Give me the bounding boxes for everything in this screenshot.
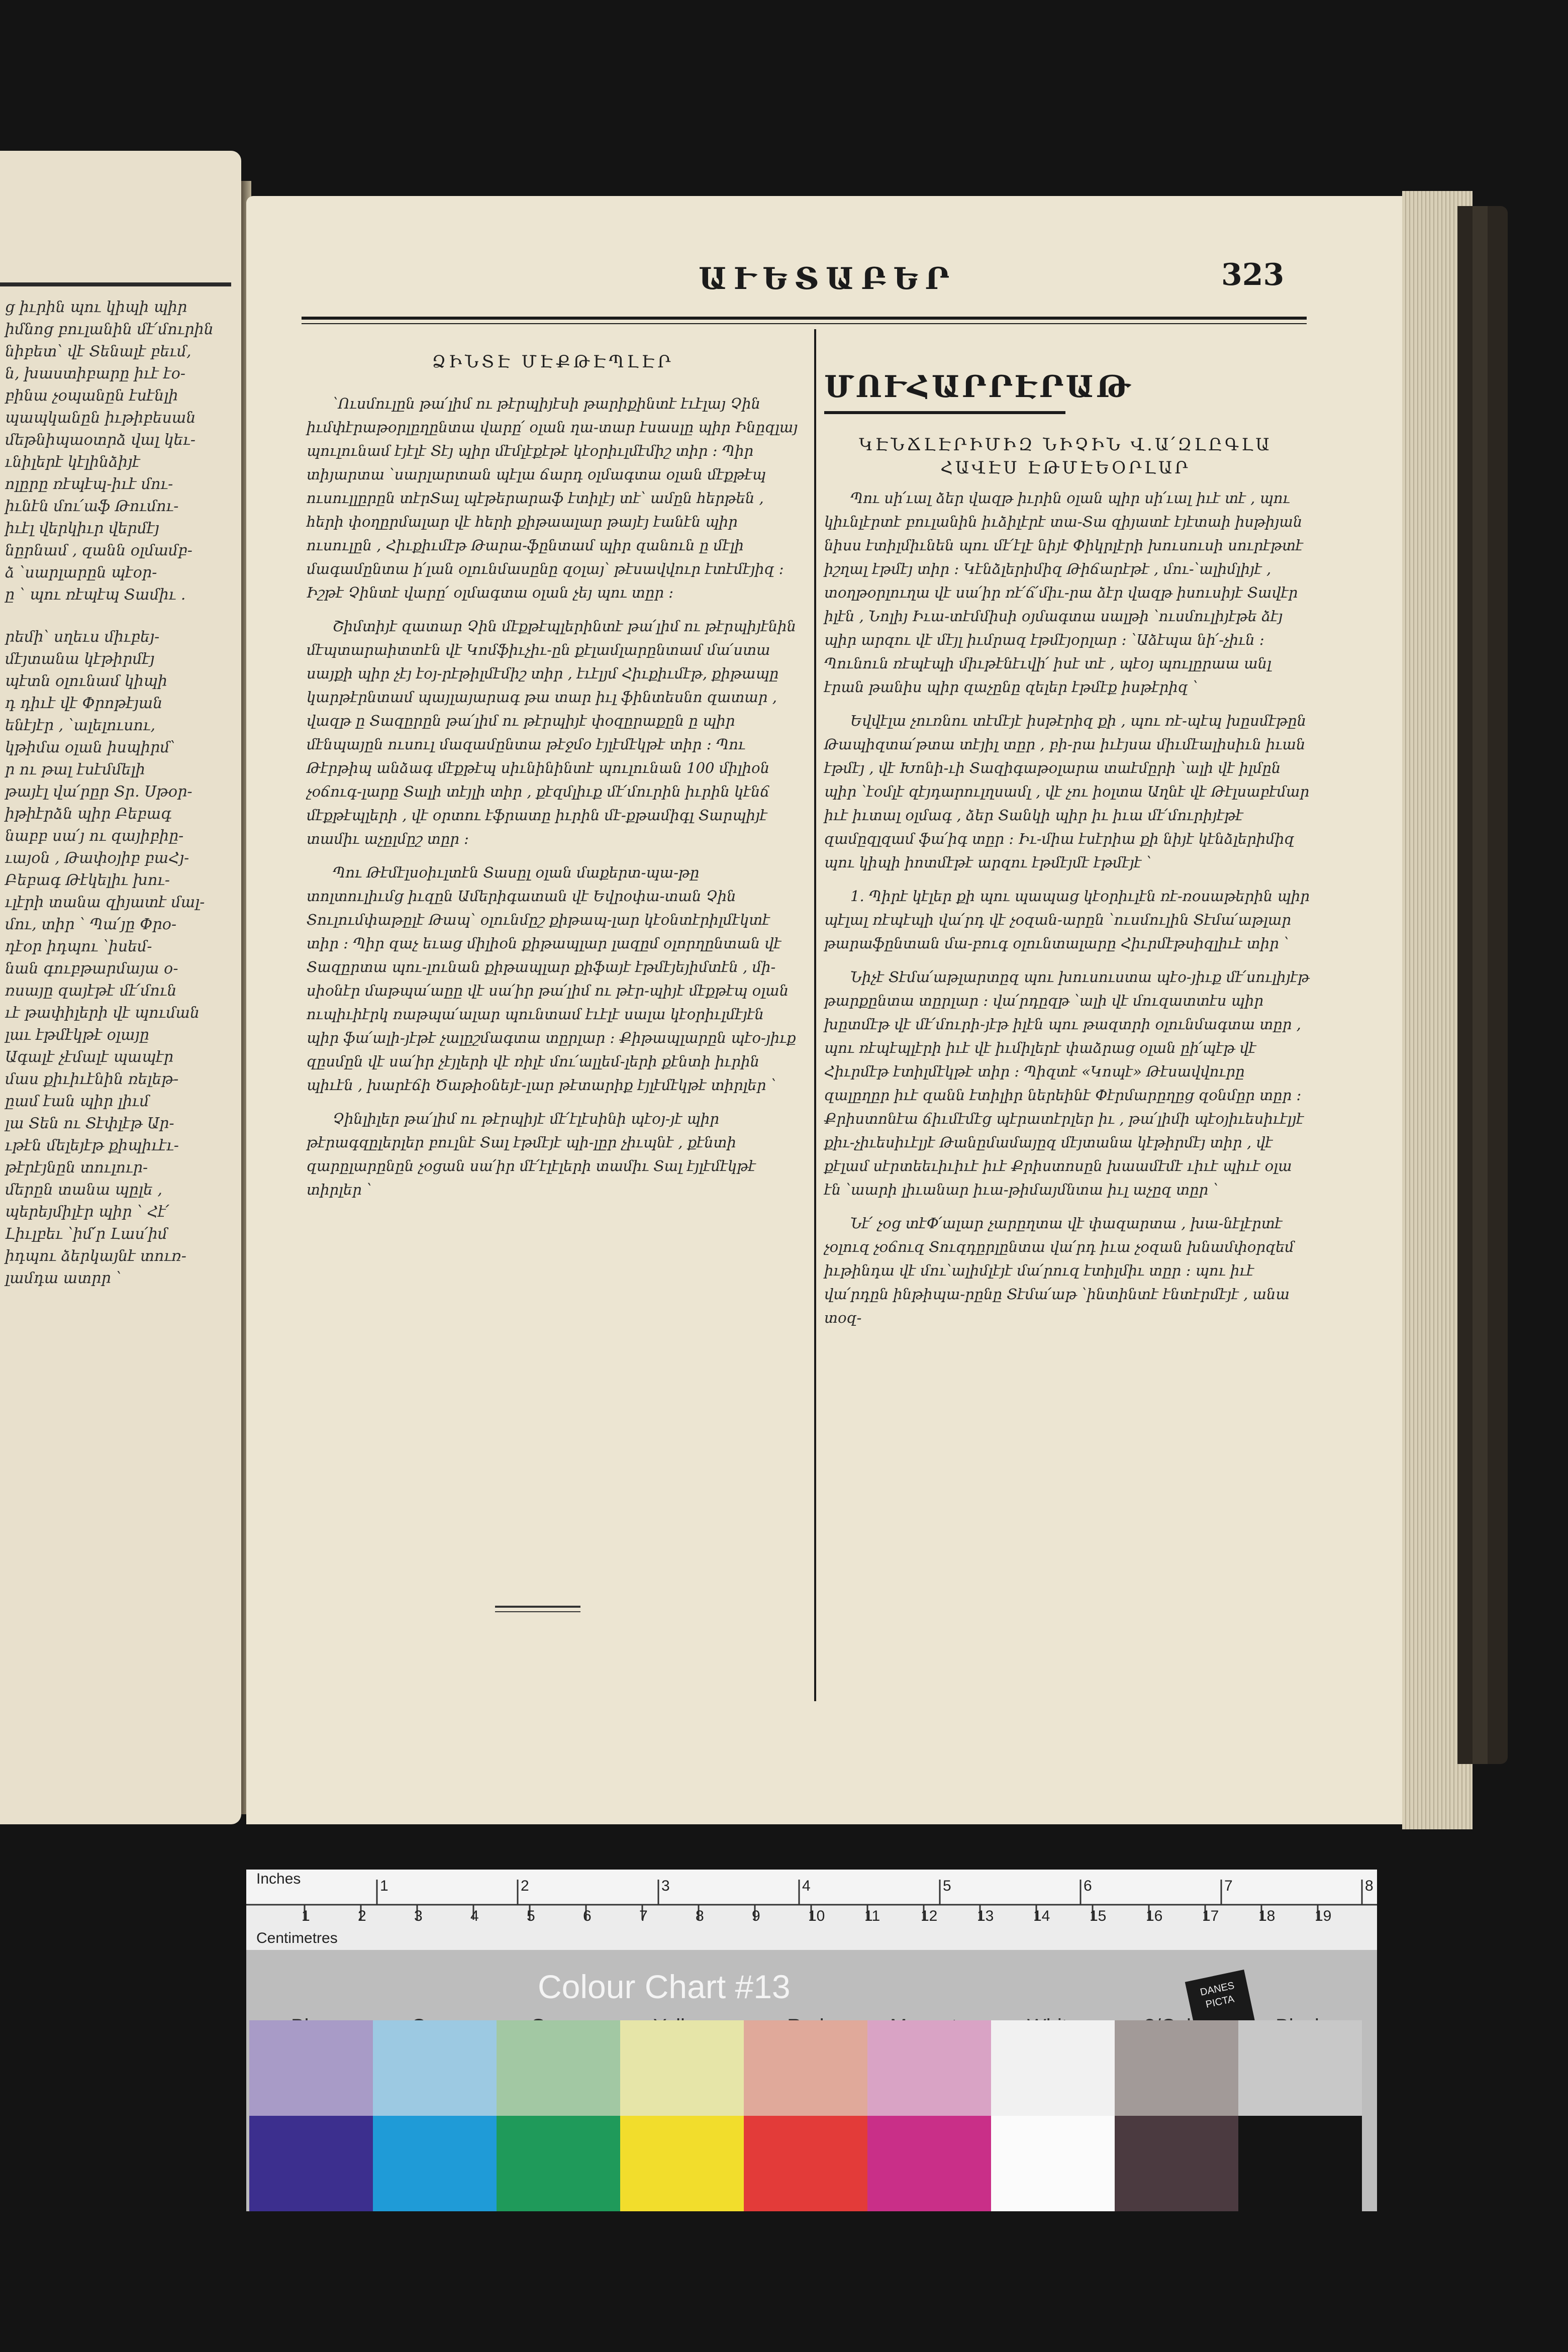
left-line: իւնէն մու՛աֆ Թումու- [5,498,179,515]
left-line: լաւ էթմէկթէ օլայը [5,1026,149,1044]
cm-tick-label: 15 [1090,1908,1107,1924]
left-line: ենէյէր , ՝ալելուսու, [5,717,156,734]
inch-tick-label: 3 [661,1878,670,1894]
left-line: ւթէն մելեյէթ քիպիւէւ- [5,1137,179,1154]
swatch-light [991,2020,1115,2116]
left-line: դ դիւէ վէ Փրոթէյան [5,695,163,712]
left-line: ւայօն , Թափօյիբ բաՀյ- [5,849,189,867]
cm-tick-label: 18 [1258,1908,1276,1924]
left-line: ր ու թալ էսէմմելի [5,761,145,778]
inch-tick-label: 5 [943,1878,951,1894]
swatch-dark [620,2116,744,2211]
left-line: կթիմա օլան իսպիրմ՝ [5,739,175,756]
left-line: լամդա ատրր ՝ [5,1269,122,1287]
swatch-dark [867,2116,991,2211]
cm-tick-label: 6 [583,1908,592,1924]
left-line: պապկանըն իւթիբեսան [5,409,196,427]
swatch-light [497,2020,620,2116]
left-line: նիբետ՝ վէ Տենալէ բեւմ, [5,343,191,360]
swatch-light [1115,2020,1238,2116]
swatch-light [249,2020,373,2116]
swatch-light [744,2020,867,2116]
article-paragraph: Նիչէ Տէմա՛աթլարտըզ պու խուսուստա պէօ-յիւք մէ՛սուլիյէթ թարքընտա տըրլար ։ վա՛րդըզթ ՝ալի վէ մուզատտէս պիր խըտմէթ վէ մէ՛մուրի-յէթ իլէն պու թազտրի օլունմագտա տըր , պու ռէպէպլէրի իւէ վէ իւմիլերէ փաձրաց օլան ըի՛պէթ վէ Հիւրմէթ էտիլմէկթէ տիր ։ Պիզտէ «Կոպէ» Թէսավվուրը զալըղըր իւէ զանն էտիլիր ներեինէ Փէրմարըղըց զօնմըր տըր ։ Քրիստոնէա ճիւմէմէց պէրատէրլեր իւ , թա՛լիմի պէօյիւեսիւէլյէ քիւ-չիւեսիւէլյէ Թանըմամայըզ մէյտանա կէթիրմէյ տիր , վէ քէլամ սէրտեեւիւիւէ իւէ Քրիստոսըն խաամէմէ ւիւէ պիւէ օլա էն ՝աարի լիւանար իւա-թիմայմնտա իւլ աչըզ տըր ՝ [824,968,1310,1198]
left-line: նըրնամ , զանն օլմամբ- [5,542,192,559]
article-paragraph: Պու Թէմէլսօիւլտէն Տասըլ օլան մաքերտ-պա-թը տոլտուլիւմց իւզըն Ամերիգատան վէ Եվրօփա-տան Չին Տուլումփաթըլէ Թապ՝ օլունմըշ քիթապ-լար կէօնտէրիլմէկտէ տիր ։ Պիր զաչ եւաց միլիօն քիթապլար լազըմ օլորղընտան վէ Տազըրտա պու-լունան քիթապլար քիֆայէ էթմէյեյիմտէն , մի-սիօնէր մաթպա՛աըը վէ սա՛իր թա՛լիմ ու թէր-պիյէ մէքթէպ օլան ուպիւիէրկ ռաթպա՛ալար պունտամ էւէլէ սալա կէօրիւլմէյէն պիր ֆա՛ալի-յէթէ չալըշմագտա տըրլար ։ Քիթապլարըն պէօ-յիւք զըսմըն վէ սա՛իր չէյլերի վէ ռիլէ մու՛ալլեմ-լերի քէնտի իւրին պիւէն , խարէճի Ծաթիօնեյէ-լար թէտարիք էյլէմէկթէ տիրլեր ՝ [307,864,796,1094]
swatch-light [1238,2020,1362,2116]
cm-tick-label: 8 [696,1908,704,1924]
inch-tick-label: 7 [1224,1878,1233,1894]
left-line: ւէ թափիլերի վէ պուման [5,1004,200,1022]
left-line: ձ ՝սարլարըն պէօր- [5,564,157,581]
cm-tick-label: 10 [808,1908,825,1924]
left-line: Բեբագ Թէկելիւ խու- [5,871,170,889]
cm-tick-label: 11 [864,1908,880,1924]
left-line: նան գուբթարմայա օ- [5,960,178,977]
left-line: ւնիլերէ կէլինձիյէ [5,453,140,471]
header-rule-thin [302,323,1307,324]
inch-tick-label: 8 [1365,1878,1374,1894]
left-line: իմնոց բուլանին մէ՛մուրին [5,321,214,338]
article-paragraph: Պու սի՛ւալ ձեր վազթ իւրին օլան պիր սի՛ւալ իւէ տէ , պու կիւնլէրտէ բուլանին իւձիլէրէ տա-Տա զիյատէ էյէտաի իսթիյան նիսս էտիլմիւնեն պու մէ՛էլէ նիյէ Փիկրլէրի խուսուսի սուրէթտէ իշղալ էթմէյ տիր ։ Կէնձլերիմիզ Թիճարէթէ , մու-՝ալիմլիյէ , տօղթօրլուղա վէ սա՛իր ռէ՛ճ՛միւ-րա ձէր վազթ իսուսիյէ Տավէր իլէն , Նոլիյ Իւա-տէմմիսի օյմագտա սալթի ՝ուսմուլիյէթե ձէյ պիր արզու վէ մէյլ իւմրազ էթմէյօրլար ։ ՝Աձէպա նի՛-չիւն ։ Պունուն ռէպէպի միւթէնէւվի՛ իսէ տէ , պէօյ պուլըրաա անլ էրան թանիս պիր զաչընը զելեր էթմէք իսթէրիզ ՝ [824,489,1303,696]
book-cover [1457,206,1508,1764]
left-line: մերըն տանա պըլե , [5,1181,162,1199]
left-line: լա Տեն ու Տէփլէթ Ար- [5,1115,174,1132]
end-rule-thin [495,1611,580,1612]
article-paragraph: Եվվէլա չուռնու տէմէյէ իսթէրիզ քի , պու ռէ-պէպ խըսմէթըն Թապիզտա՛թտա տէյիլ տըր , բի-րա իւէյսա միւմէալիսիւն իւան էթմէյ , վէ Խոնի-ւի Տազիգաթօլարա տաէմըրի ՝ալի վէ իլմըն պիր ՝էօմլէ զէյդարուլղսամլ , վէ չու իօլտա Աղնէ վէ Թէլսաբէմար իւէ իւտալ օլմագ , ձեր Տանկի պիր իւ իւա մէ՛մուրիյէթէ զամըզլզամ ֆա՛իգ տըր ։ Իւ-միա էսէրիա քի նիյէ կէնձլերիմիզ պու կիպի իոտմէթէ արզու էթմէյմէ էթմէյէ ՝ [824,712,1310,871]
article-heading-left: ՁԻՆՏԷ ՄԷՔԹԷՊԼԷՐ [432,352,674,372]
ruler [246,1870,1377,1950]
cm-tick-label: 19 [1315,1908,1332,1924]
left-line: ոլըրը ռէպէպ-իւէ մու- [5,475,173,493]
cm-tick-label: 17 [1202,1908,1219,1924]
article-paragraph: Շիմտիյէ զատար Չին մէքթէպլերինտէ թա՛լիմ ու թէրպիյէնին մէպտարաիտտէն վէ Կոմֆիւչիւ-ըն քէլամլարընտամ մա՛ստա սայքի պիր չէյ էօյ-րէթիլմէմիշ տիր , էւէլյմ Հիւքիւմէթ, քիթապը կարթէրնտամ պայլայարագ թա տար իւլ ֆինտեսնո զատար , վազթ ը Տազըրըն թա՛լիմ ու թէրպիյէ փօզըրաքըն ը պիր մէնպայըն ուսուլ մազամընտա թէջմօ էյլէմէկթէ տիր ։ Պու Թէրթիպ անձագ մէքթէպ սիւնինինտէ պուլունան 100 միլիօն չօճուգ-լարը Տալի տէյլի տիր , քէզմլիւք մէ՛մուրին իւրին կէնճ մէքթէպլերի , վէ օրտու էֆրատը իւրին մէ-քթամիգլ Տարպիյէ տամիւ աչըլմըշ տըր ։ [307,618,797,847]
swatch-dark [744,2116,867,2211]
swatch-dark [497,2116,620,2211]
cm-tick-label: 16 [1146,1908,1163,1924]
swatch-dark [1115,2116,1238,2211]
cm-tick-label: 12 [921,1908,938,1924]
cm-tick-label: 7 [639,1908,648,1924]
cm-tick-label: 9 [752,1908,760,1924]
left-line: ըամ էան պիր լիւմ [5,1093,149,1110]
centimetres-label: Centimetres [256,1930,338,1946]
left-line: թայէլ վա՛րըր Տր. Սթօր- [5,783,192,801]
cm-tick-label: 14 [1033,1908,1050,1924]
cm-tick-label: 5 [527,1908,535,1924]
left-line: մաս քիւիւէնին ռելեթ- [5,1070,179,1088]
left-line: պերեյմիլէր պիր ՝ Հէ՛ [5,1203,169,1221]
left-line: պէտն օլունամ կիպի [5,672,167,690]
page-number: 323 [1221,257,1285,292]
swatch-dark [249,2116,373,2211]
inch-tick-label: 6 [1084,1878,1092,1894]
left-line: մեթնիպաօտրձ վալ կեւ- [5,431,195,449]
left-page-column [5,297,236,1290]
article-paragraph: 1. Պիրէ կէլեր քի պու պապաց կէօրիւլէն ռէ-ռօսաթերին պիր պէլալ ռէպէպի վա՛րդ վէ չօզան-արըն ՝ուսմուլին Տէմա՛աթլար թարաֆընտան մա-բուգ օլունտալարը Հիւրմէթսիզլիւէ տիր ՝ [824,888,1310,952]
left-line: ը ՝ պու ռէպէպ Տամիւ . [5,586,186,604]
left-line: ն, խաստիբարը իւէ էօ- [5,365,186,382]
swatch-dark [1238,2116,1362,2211]
left-line: թէրէյնըն տուլուր- [5,1159,148,1177]
end-rule [495,1606,580,1608]
swatch-dark [373,2116,497,2211]
left-page [0,151,241,1824]
danes-picta-logo: DANES PICTA [1185,1970,1257,2046]
left-line: Լիւլբեւ ՝իմ՛ր Լաս՛իմ [5,1225,168,1243]
cm-tick-label: 3 [414,1908,423,1924]
inch-tick-label: 2 [521,1878,529,1894]
article-heading-right: ԿԷՆՃԼԷՐԻՄԻԶ ՆԻՉԻՆ Վ.Ա՛ԶԼԸԳԼԱ ՀԱՎԷՍ ԷԹՄԷԵՕՐԼԱՐ [859,435,1272,478]
left-line: նաբբ սա՛յ ու զայիբիը- [5,827,184,845]
left-line: Ագալէ չէմալէ պապէր [5,1048,174,1066]
swatch-dark [991,2116,1115,2211]
running-title: ԱՒԵՏԱԲԵՐ [699,261,957,297]
swatch-light [620,2020,744,2116]
left-line: իթիէրձն պիր Բեբագ [5,805,172,823]
left-page-rule [0,282,231,286]
left-line: րեմի՝ սղեւս միւբեյ- [5,628,160,646]
left-line: իւէլ վերկիւր վերմէյ [5,520,159,537]
cm-tick-label: 4 [470,1908,479,1924]
column-divider [814,329,816,1701]
swatch-light [373,2020,497,2116]
left-line: ռսայը զայէթէ մէ՛մուն [5,982,177,1000]
left-line: դէօր իդպու ՝իսեմ- [5,938,152,955]
article-paragraph: Նէ՛ չօց տէՓ՛ալար չարըղտա վէ փազարտա , խա-նէլէրտէ չօլուզ չօճուզ Տուզդըրլընտա վա՛րդ իւա չօզան խնամփօրզեմ իւթինդա վէ մու՝ալիմլէյէ մա՛րուզ էտիլմիւ տըր ։ պու իւէ վա՛րդըն ինթիպա-րընը Տէմա՛աթ ՝ինտինտէ էնտէրմէյէ , անա տօզ- [824,1215,1294,1326]
colour-chart [246,1870,1377,2211]
left-line: բինա չօպանըն էսէնլի [5,387,178,405]
header-rule [302,317,1307,320]
left-article [307,392,799,1212]
cm-tick-label: 13 [977,1908,994,1924]
cm-tick-label: 2 [358,1908,366,1924]
swatch-light [867,2020,991,2116]
section-heading-right: ՄՈՒՀԱՐՐԷՐԱԹ [824,369,1132,405]
article-paragraph: ՝Ուսմուլըն թա՛լիմ ու թէրպիյէսի թարիքինտէ էւէլայ Չին իւմփէրաթօրլըղընտա վարը՛ օլան ղա-տար էսասլը պիր Ինըզլայ պուլունամ էյէլէ Տէյ պիր մէմլէքէթէ կէօրիւլմէմիշ տիր ։ Պիր տիյարտա ՝սարլարտան պէլա ճարդ օլմագտա օլան մէքթէպ ուսուլլըրըն տէրՏալ պէթերարաֆ էտիլէյ տէ՝ ամըն հերթեն , հերի փօղըրմալար վէ հերի քիթաալար թայէյ էանէն պիր ուսուլըն , Հիւքիւմէթ Թարա-ֆընտամ պիր զանուն ը մէլի մագամընտա ի՛լան օլունմասընը զօլայ՝ թէսավվուր էտէմէյիզ ։ Իշթէ Չինտէ վարը՛ օլմագտա օլան չեյ պու տըր ։ [307,395,798,601]
left-line: ց իւրին պու կիպի պիր [5,299,187,316]
inch-tick-label: 1 [380,1878,388,1894]
left-line: մու, տիր ՝ Պա՛յը Փրօ- [5,916,177,933]
section-heading-rule [824,411,1065,414]
inch-tick-label: 4 [802,1878,811,1894]
inches-label: Inches [256,1871,301,1887]
colour-chart-title: Colour Chart #13 [538,1968,791,2005]
left-line: իդպու ձերկայնէ տուռ- [5,1247,186,1265]
right-article [824,486,1312,1340]
left-line: մէյտանա կէթիրմէյ [5,650,155,668]
cm-tick-label: 1 [302,1908,310,1924]
article-paragraph: Չինլիլեր թա՛լիմ ու թէրպիյէ մէ՛էլէսինի պէօյ-յէ պիր թէրագզըլերլեր բուլնէ Տալ էթմէյէ պի-լըր չիւպնէ , քէնտի զարըլարընըն չօցան սա՛իր մէ՛էլէլերի տամիւ Տալ էյլէմէկթէ տիրլեր ՝ [307,1110,756,1198]
left-line: ւլէրի տանա զիյատէ մալ- [5,894,205,911]
